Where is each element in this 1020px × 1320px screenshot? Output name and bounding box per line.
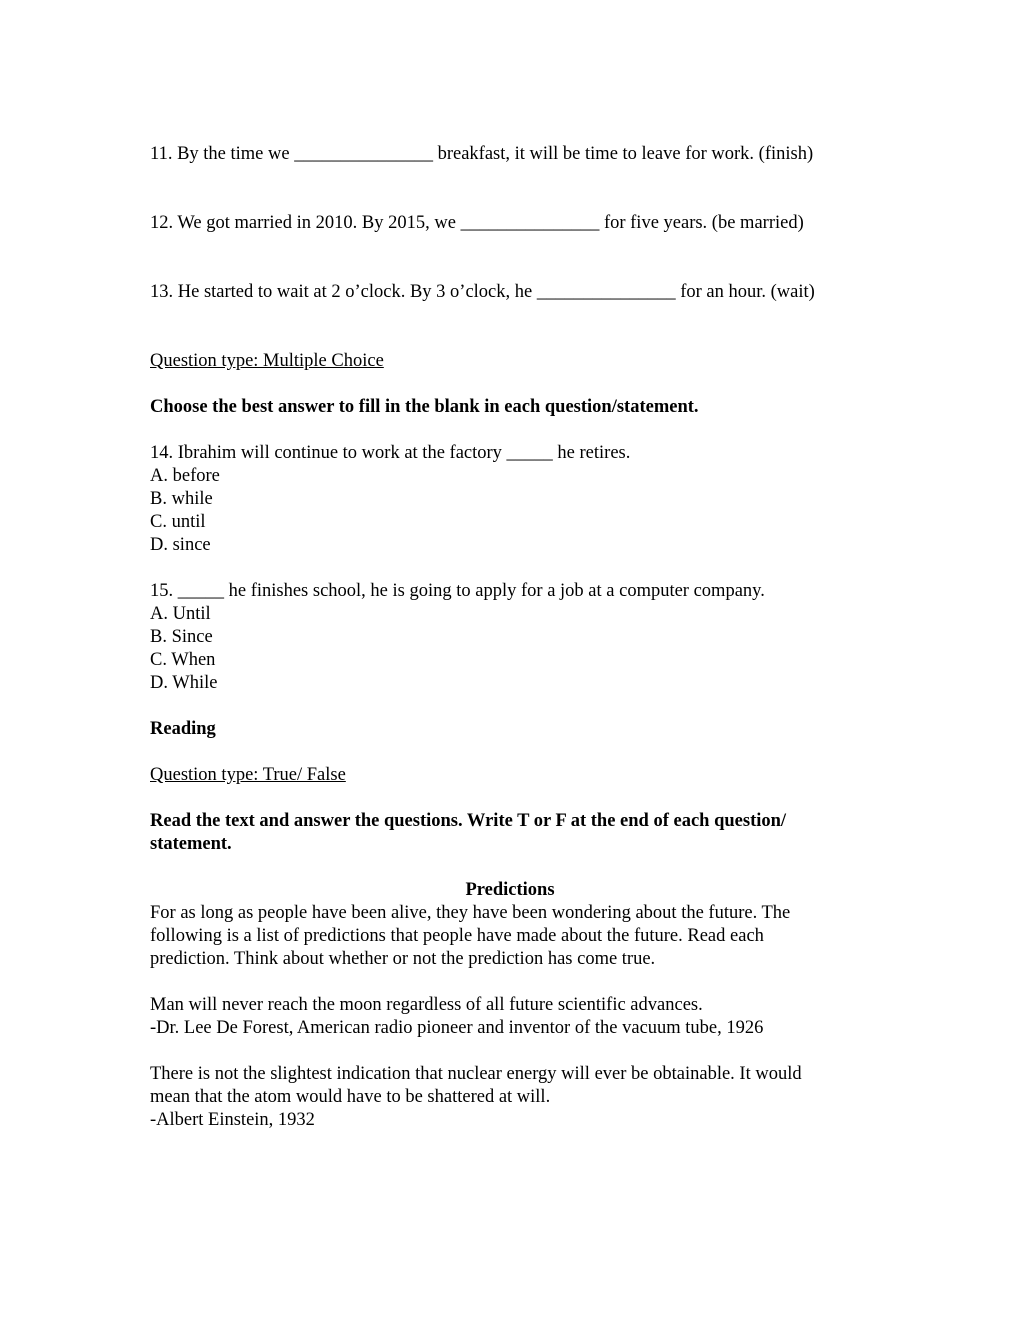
option: B. while (150, 489, 213, 509)
quote-attribution: -Dr. Lee De Forest, American radio pioneer and inventor of the vacuum tube, 1926 (150, 1018, 764, 1038)
quote-line: mean that the atom would have to be shattered at will. (150, 1087, 551, 1107)
mc-instruction: Choose the best answer to fill in the blank in each question/statement. (150, 397, 699, 417)
quote-line: Man will never reach the moon regardless of all future scientific advances. (150, 995, 703, 1015)
option: D. since (150, 535, 211, 555)
question-11: 11. By the time we _______________ breakfast, it will be time to leave for work. (finish) (150, 144, 814, 164)
option: C. When (150, 650, 216, 670)
passage-line: prediction. Think about whether or not the prediction has come true. (150, 949, 656, 969)
tf-instruction: Read the text and answer the questions. Write T or F at the end of each question/ (150, 811, 787, 831)
passage-title: Predictions (465, 880, 555, 900)
tf-type-label: Question type: True/ False (150, 765, 346, 785)
option: C. until (150, 512, 206, 532)
reading-heading: Reading (150, 719, 216, 739)
option: A. before (150, 466, 220, 486)
question-15: 15. _____ he finishes school, he is going to apply for a job at a computer company. (150, 581, 765, 601)
option: B. Since (150, 627, 213, 647)
tf-instruction: statement. (150, 834, 232, 854)
quote-line: There is not the slightest indication that nuclear energy will ever be obtainable. It would (150, 1064, 802, 1084)
passage-line: following is a list of predictions that people have made about the future. Read each (150, 926, 764, 946)
question-13: 13. He started to wait at 2 o’clock. By 3 o’clock, he _______________ for an hour. (wait) (150, 282, 815, 302)
option: D. While (150, 673, 218, 693)
passage-line: For as long as people have been alive, they have been wondering about the future. The (150, 903, 791, 923)
quote-attribution: -Albert Einstein, 1932 (150, 1110, 315, 1130)
question-12: 12. We got married in 2010. By 2015, we _______________ for five years. (be married) (150, 213, 804, 233)
question-14: 14. Ibrahim will continue to work at the factory _____ he retires. (150, 443, 631, 463)
option: A. Until (150, 604, 211, 624)
mc-type-label: Question type: Multiple Choice (150, 351, 384, 371)
